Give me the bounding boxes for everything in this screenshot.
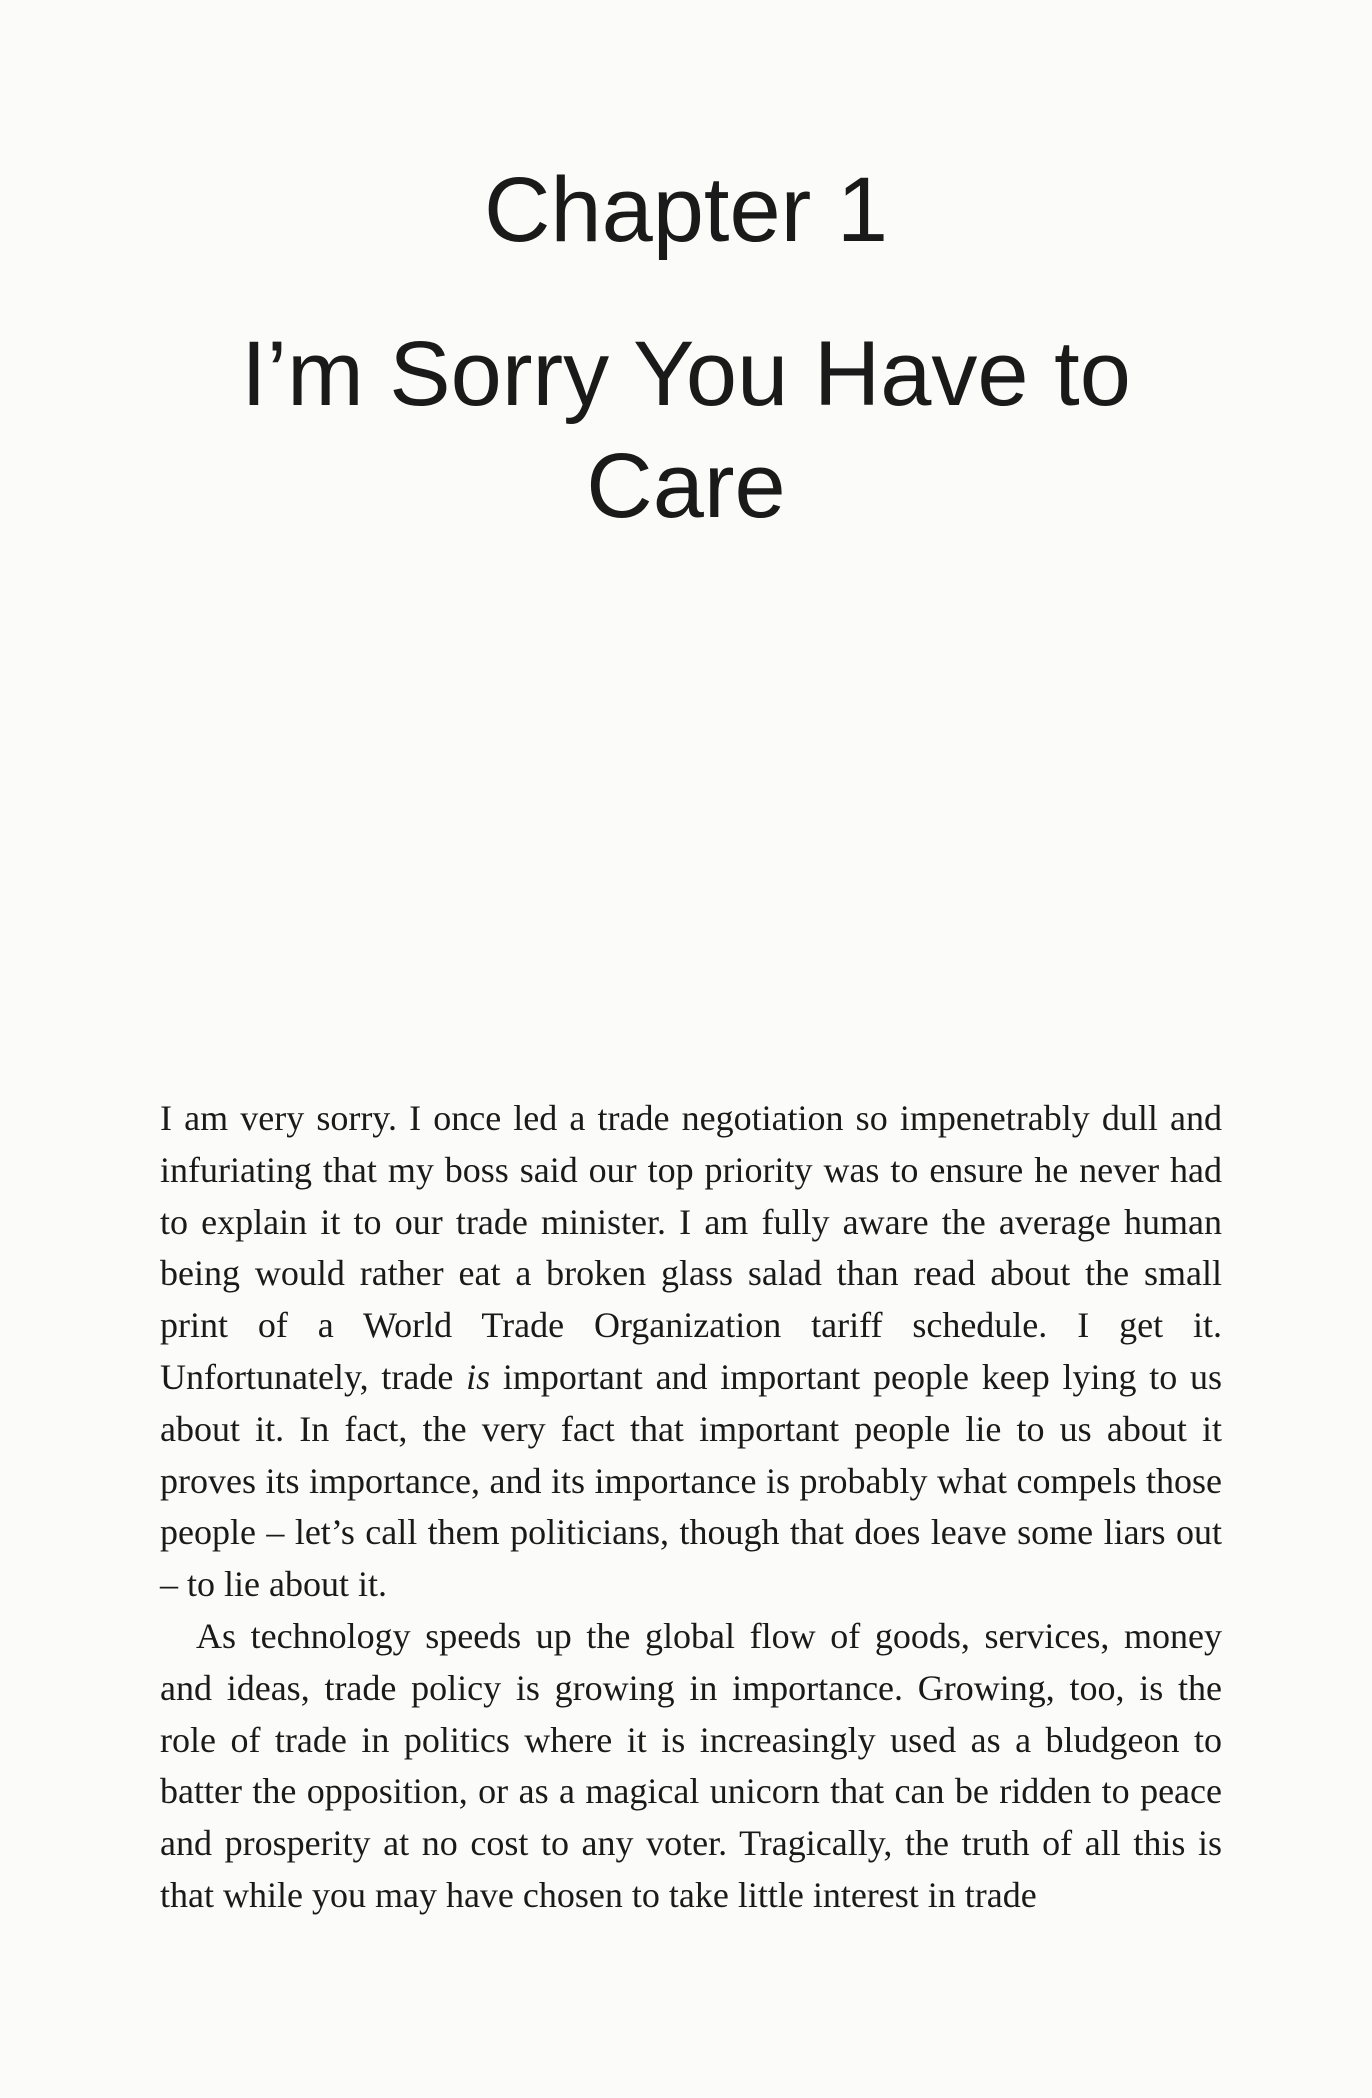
chapter-title: I’m Sorry You Have to Care <box>241 323 1131 537</box>
body-text <box>160 1093 1222 1922</box>
paragraph-2: As technology speeds up the global flow of goods, services, money and ideas, trade policy is growing in importance. Growing, too, is the role of trade in politics where it is increasingly used as a bludgeon to batter the opposition, or as a magical unicorn that can be ridden to peace and prosperity at no cost to any voter. Tragically, the truth of all this is that while you may have chosen to take little interest in trade <box>160 1615 1222 1915</box>
paragraph-1 <box>160 1093 1222 1611</box>
paragraph-1-emphasis: is <box>466 1356 491 1397</box>
paragraph-1-text-a: I am very sorry. I once led a trade negotiation so impenetrably dull and infuriating that my boss said our top priority was to ensure he never had to explain it to our trade minister. I am fully aware the average human being would rather eat a broken glass salad than read about the small print of a World Trade Organization tariff schedule. I get it. Unfortunately, trade <box>160 1098 1222 1397</box>
paragraph-1-text-b: important and important people keep lying to us about it. In fact, the very fact that important people lie to us about it proves its importance, and its importance is probably what compels those people – let’s call them politicians, though that does leave some liars out – to lie about it. <box>160 1356 1222 1605</box>
chapter-number: Chapter 1 <box>483 159 889 261</box>
